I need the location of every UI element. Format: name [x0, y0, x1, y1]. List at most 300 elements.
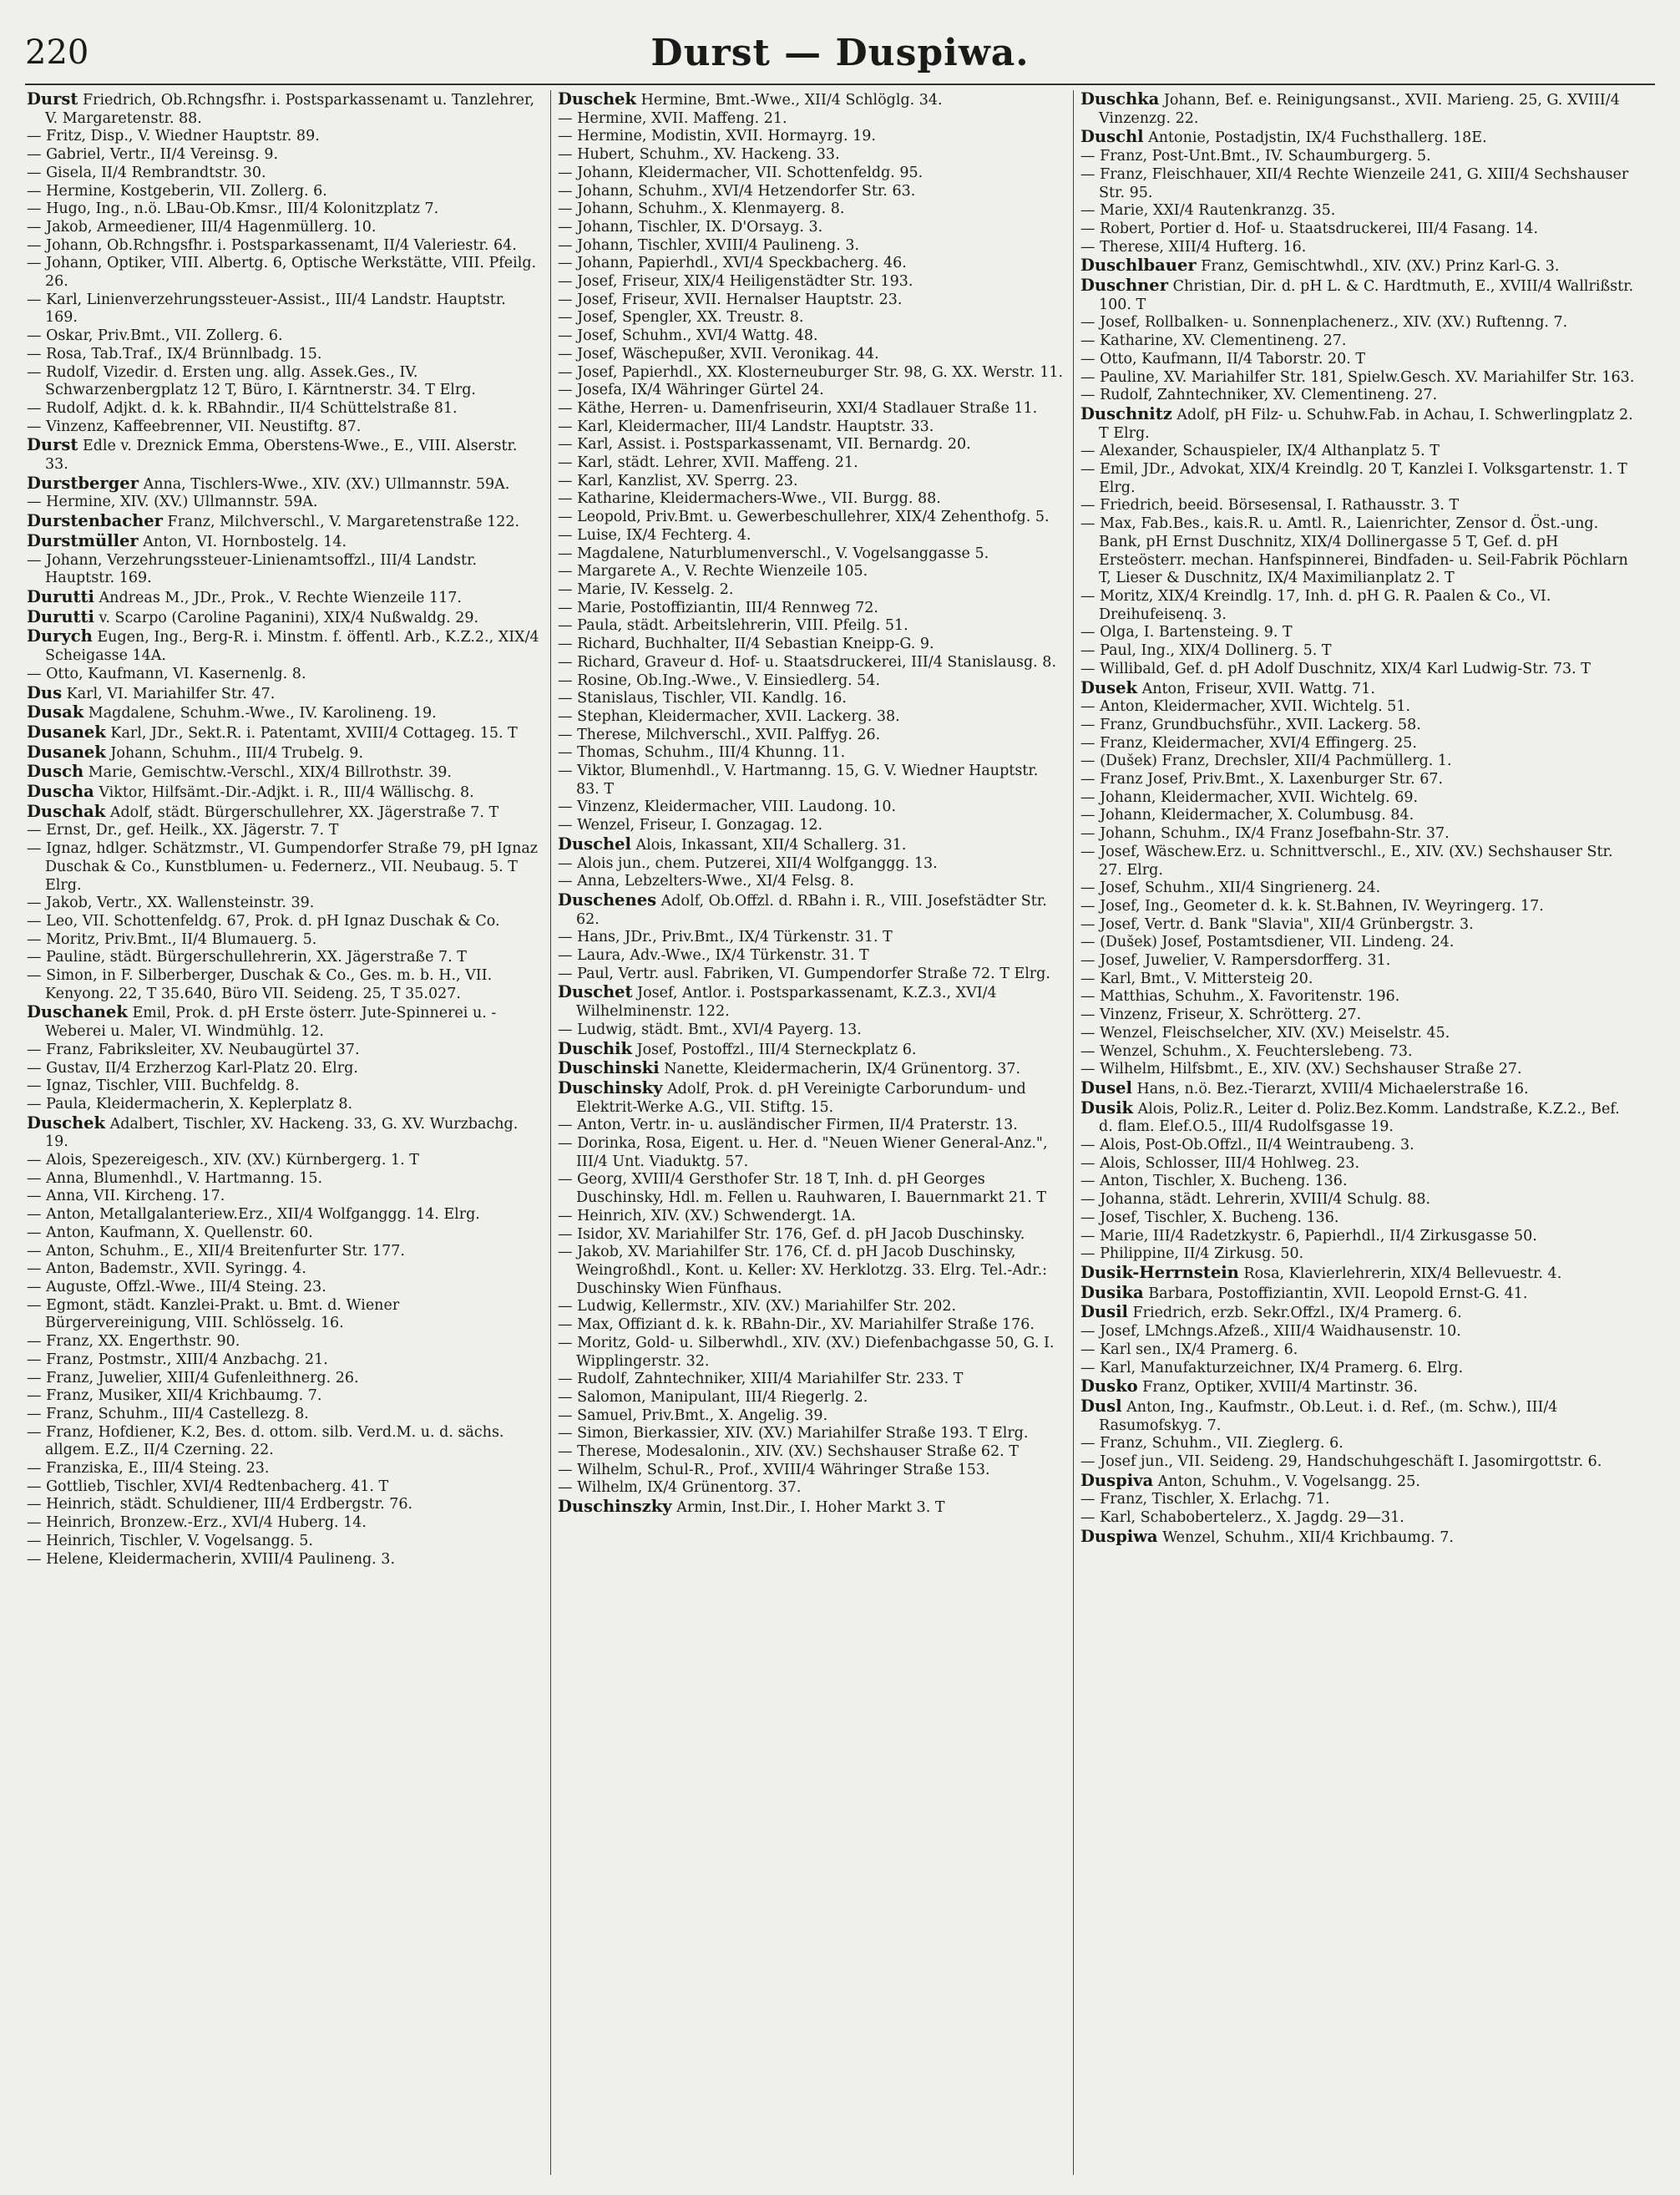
entry-text: Jakob, Armeediener, III/4 Hagenmüllerg. 10. — [46, 218, 377, 236]
entry-surname: Dusl — [1080, 1396, 1122, 1416]
directory-entry — [558, 418, 1065, 437]
entry-text: Katharine, Kleidermachers-Wwe., VII. Burgg. 88. — [577, 490, 941, 508]
directory-entry — [27, 913, 543, 931]
directory-entry — [558, 128, 1065, 146]
directory-entry — [558, 835, 1065, 855]
entry-text: Anna, VII. Kircheng. 17. — [46, 1188, 225, 1205]
directory-entry — [1080, 1528, 1637, 1548]
directory-entry — [1080, 1099, 1637, 1137]
directory-entry — [27, 552, 543, 588]
directory-entry — [27, 895, 543, 913]
entry-text: Josef, Schuhm., XVI/4 Wattg. 48. — [577, 327, 818, 345]
directory-entry — [558, 291, 1065, 310]
entry-surname: Dus — [27, 682, 63, 702]
directory-entry — [27, 1551, 543, 1569]
directory-entry — [27, 291, 543, 327]
entry-text: Josef, Vertr. d. Bank "Slavia", XII/4 Grünbergstr. 3. — [1100, 915, 1474, 933]
directory-entry — [558, 255, 1065, 273]
entry-text: Friedrich, beeid. Börsesensal, I. Rathausstr. 3. T — [1100, 497, 1460, 515]
entry-text: Karl, Linienverzehrungssteuer-Assist., III/4 Landstr. Hauptstr. 169. — [45, 291, 506, 327]
entry-text: Robert, Portier d. Hof- u. Staatsdruckerei, III/4 Fasang. 14. — [1100, 220, 1539, 237]
directory-entry — [558, 798, 1065, 817]
directory-entry — [558, 636, 1065, 654]
directory-entry — [1080, 789, 1637, 808]
entry-text: Magdalene, Schuhm.-Wwe., IV. Karolineng. 19. — [88, 705, 437, 722]
entry-surname: Duschek — [27, 1113, 106, 1133]
entry-text: Josef, Ing., Geometer d. k. k. St.Bahnen, IV. Weyringerg. 17. — [1100, 897, 1544, 915]
directory-entry — [27, 1114, 543, 1152]
entry-text: Edle v. Dreznick Emma, Oberstens-Wwe., E., VIII. Alserstr. 33. — [45, 438, 518, 474]
entry-text: Samuel, Priv.Bmt., X. Angelig. 39. — [577, 1407, 828, 1424]
directory-entry — [558, 1498, 1065, 1518]
entry-text: Fritz, Disp., V. Wiedner Hauptstr. 89. — [46, 128, 320, 145]
entry-text: Wenzel, Fleischselcher, XIV. (XV.) Meiselstr. 45. — [1100, 1024, 1450, 1042]
entry-text: Josef, LMchngs.Afzeß., XIII/4 Waidhausenstr. 10. — [1100, 1323, 1461, 1341]
directory-entry — [558, 1335, 1065, 1371]
directory-entry — [27, 200, 543, 219]
directory-entry — [1080, 844, 1637, 880]
entry-surname: Dusik-Herrnstein — [1080, 1263, 1239, 1282]
directory-entry — [27, 840, 543, 895]
directory-entry — [558, 581, 1065, 600]
directory-entry — [558, 1021, 1065, 1040]
directory-entry — [558, 654, 1065, 672]
entry-text: Franz, Milchverschl., V. Margaretenstraße 122. — [167, 514, 520, 531]
entry-text: Barbara, Postoffiziantin, XVII. Leopold Ernst-G. 41. — [1148, 1285, 1528, 1302]
entry-text: Simon, Bierkassier, XIV. (XV.) Mariahilfer Straße 193. T Elrg. — [577, 1425, 1029, 1442]
entry-text: Wilhelm, Schul-R., Prof., XVIII/4 Währinger Straße 153. — [577, 1461, 990, 1478]
directory-entry — [558, 873, 1065, 891]
entry-text: Dorinka, Rosa, Eigent. u. Her. d. "Neuen Wiener General-Anz.", III/4 Unt. Viaduktg. 57. — [576, 1135, 1048, 1170]
directory-entry — [27, 128, 543, 146]
directory-entry — [558, 1208, 1065, 1226]
entry-text: Rudolf, Zahntechniker, XIII/4 Mariahilfer Str. 233. T — [577, 1371, 964, 1388]
entry-surname: Duschinski — [558, 1058, 660, 1078]
directory-entry — [27, 684, 543, 704]
directory-entry — [1080, 771, 1637, 789]
entry-text: Josef, Juwelier, V. Rampersdorfferg. 31. — [1100, 952, 1391, 970]
entry-text: Thomas, Schuhm., III/4 Khunng. 11. — [577, 744, 846, 762]
entry-text: Helene, Kleidermacherin, XVIII/4 Paulineng. 3. — [46, 1550, 396, 1568]
entry-surname: Durst — [27, 90, 78, 109]
entry-surname: Duschak — [27, 801, 106, 821]
directory-entry — [1080, 1323, 1637, 1341]
directory-entry — [1080, 934, 1637, 952]
directory-entry — [558, 183, 1065, 201]
entry-surname: Dusko — [1080, 1376, 1138, 1397]
directory-entry — [27, 1206, 543, 1224]
entry-text: Ernst, Dr., gef. Heilk., XX. Jägerstr. 7. T — [46, 822, 339, 839]
entry-text: Johann, Bef. e. Reinigungsanst., XVII. Marieng. 25, G. XVIII/4 Vinzenzg. 22. — [1099, 92, 1620, 127]
directory-entry — [558, 400, 1065, 418]
directory-entry — [1080, 1435, 1637, 1453]
directory-entry — [27, 703, 543, 723]
entry-text: Marie, III/4 Radetzkystr. 6, Papierhdl., II/4 Zirkusgasse 50. — [1100, 1227, 1537, 1245]
entry-text: Paul, Ing., XIX/4 Dollinerg. 5. T — [1100, 642, 1332, 660]
entry-text: Olga, I. Bartensteing. 9. T — [1100, 624, 1293, 641]
entry-text: Johann, Schuhm., III/4 Trubelg. 9. — [110, 744, 364, 762]
directory-entry — [1080, 443, 1637, 461]
directory-entry — [558, 1425, 1065, 1443]
entry-text: Adalbert, Tischler, XV. Hackeng. 33, G. XV. Wurzbachg. 19. — [45, 1115, 519, 1151]
entry-text: Ignaz, Tischler, VIII. Buchfeldg. 8. — [46, 1077, 300, 1095]
directory-entry — [27, 1243, 543, 1261]
entry-text: Therese, XIII/4 Hufterg. 16. — [1100, 238, 1307, 256]
entry-text: Heinrich, Bronzew.-Erz., XVI/4 Huberg. 14. — [46, 1514, 367, 1532]
directory-entry — [1080, 588, 1637, 624]
entry-surname: Durutti — [27, 586, 94, 606]
entry-surname: Duschek — [558, 90, 637, 109]
entry-text: Rosine, Ob.Ing.-Wwe., V. Einsiedlerg. 54. — [577, 672, 881, 689]
entry-text: Alois, Spezereigesch., XIV. (XV.) Kürnbergerg. 1. T — [46, 1152, 419, 1169]
entry-text: Josef, Rollbalken- u. Sonnenplachenerz., XIV. (XV.) Ruftenng. 7. — [1100, 314, 1568, 332]
entry-text: Rosa, Tab.Traf., IX/4 Brünnlbadg. 15. — [46, 345, 322, 362]
entry-text: Auguste, Offzl.-Wwe., III/4 Steing. 23. — [46, 1279, 326, 1295]
entry-surname: Duschinszky — [558, 1497, 672, 1517]
directory-entry — [558, 891, 1065, 929]
entry-text: Paula, Kleidermacherin, X. Keplerplatz 8. — [46, 1095, 353, 1113]
entry-text: Oskar, Priv.Bmt., VII. Zollerg. 6. — [46, 327, 283, 345]
entry-text: Anton, Metallgalanteriew.Erz., XII/4 Wolfganggg. 14. Elrg. — [46, 1206, 480, 1224]
entry-text: Adolf, Ob.Offzl. d. RBahn i. R., VIII. Josefstädter Str. 62. — [576, 892, 1047, 928]
entry-text: Johann, Ob.Rchngsfhr. i. Postsparkassenamt, II/4 Valeriestr. 64. — [46, 236, 517, 254]
directory-entry — [1080, 1491, 1637, 1509]
entry-text: (Dušek) Josef, Postamtsdiener, VII. Lindeng. 24. — [1100, 934, 1455, 951]
directory-entry — [1080, 1509, 1637, 1528]
directory-entry — [558, 346, 1065, 364]
directory-entry — [558, 146, 1065, 165]
entry-text: Rudolf, Adjkt. d. k. k. RBahndir., II/4 Schüttelstraße 81. — [46, 399, 458, 417]
directory-entry — [27, 1188, 543, 1206]
directory-entry — [27, 1279, 543, 1297]
directory-entry — [558, 617, 1065, 636]
directory-entry — [27, 512, 543, 532]
entry-text: Anna, Blumenhdl., V. Hartmanng. 15. — [46, 1169, 323, 1187]
entry-text: Gottlieb, Tischler, XVI/4 Redtenbacherg. 41. T — [46, 1478, 389, 1495]
directory-entry — [558, 763, 1065, 798]
entry-text: Johann, Schuhm., X. Klenmayerg. 8. — [577, 200, 845, 218]
entry-text: Nanette, Kleidermacherin, IX/4 Grünentorg. 37. — [664, 1061, 1021, 1078]
entry-surname: Duschanek — [27, 1002, 128, 1022]
entry-text: Gustav, II/4 Erzherzog Karl-Platz 20. Elrg. — [46, 1059, 358, 1077]
entry-text: Isidor, XV. Mariahilfer Str. 176, Gef. d. pH Jacob Duschinsky. — [577, 1225, 1025, 1243]
directory-entry — [1080, 221, 1637, 239]
entry-text: Franz, Post-Unt.Bmt., IV. Schaumburgerg. 5. — [1100, 148, 1431, 165]
directory-entry — [558, 1443, 1065, 1462]
entry-text: Emil, Prok. d. pH Erste österr. Jute-Spinnerei u. -Weberei u. Maler, VI. Windmühlg. 12. — [45, 1005, 497, 1041]
directory-entry — [27, 1003, 543, 1041]
directory-entry — [1080, 1453, 1637, 1472]
entry-text: Magdalene, Naturblumenverschl., V. Vogelsanggasse 5. — [577, 545, 989, 562]
entry-text: Max, Fab.Bes., kais.R. u. Amtl. R., Laienrichter, Zensor d. Öst.-ung. Bank, pH Ernst Duschnitz, XIX/4 Dollinergasse 5 T, Gef. d. pH Ersteösterr. mechan. Hanfspinnerei, Bindfaden- u. Seil-Fabrik Pöchlarn T, Lieser & Duschnitz, IX/4 Maximilianplatz 2. T — [1099, 515, 1628, 587]
entry-text: Franz, Grundbuchsführ., XVII. Lackerg. 58. — [1100, 716, 1421, 733]
directory-entry — [27, 723, 543, 743]
directory-entry — [558, 1479, 1065, 1498]
directory-entry — [27, 1297, 543, 1333]
entry-text: Karl, VI. Mariahilfer Str. 47. — [66, 685, 276, 702]
directory-entry — [1080, 276, 1637, 314]
entry-surname: Duschnitz — [1080, 403, 1172, 423]
entry-text: Jakob, Vertr., XX. Wallensteinstr. 39. — [46, 895, 315, 912]
directory-entry — [27, 1351, 543, 1370]
entry-surname: Dusak — [27, 702, 84, 722]
directory-entry — [558, 454, 1065, 473]
entry-text: Viktor, Hilfsämt.-Dir.-Adjkt. i. R., III/4 Wällischg. 8. — [99, 784, 474, 802]
directory-entry — [1080, 1025, 1637, 1043]
entry-text: Heinrich, städt. Schuldiener, III/4 Erdbergstr. 76. — [46, 1496, 413, 1513]
entry-text: Franziska, E., III/4 Steing. 23. — [46, 1460, 270, 1478]
entry-text: Rudolf, Zahntechniker, XV. Clementineng. 27. — [1100, 387, 1438, 404]
entry-text: Wenzel, Schuhm., XII/4 Krichbaumg. 7. — [1162, 1528, 1454, 1546]
entry-text: Ludwig, Kellermstr., XIV. (XV.) Mariahilfer Str. 202. — [577, 1298, 957, 1315]
directory-entry — [558, 1316, 1065, 1335]
directory-entry — [27, 327, 543, 346]
entry-text: Josef jun., VII. Seideng. 29, Handschuhgeschäft I. Jasomirgottstr. 6. — [1100, 1453, 1602, 1471]
entry-text: Johann, Kleidermacher, X. Columbusg. 84. — [1100, 807, 1414, 824]
directory-entry — [27, 146, 543, 165]
directory-entry — [1080, 256, 1637, 276]
entry-text: Franz, Optiker, XVIII/4 Martinstr. 36. — [1142, 1379, 1418, 1397]
directory-entry — [558, 237, 1065, 256]
entry-text: Stanislaus, Tischler, VII. Kandlg. 16. — [577, 690, 847, 707]
directory-entry — [558, 600, 1065, 618]
entry-text: Marie, Postoffiziantin, III/4 Rennweg 72. — [577, 599, 878, 616]
entry-text: Georg, XVIII/4 Gersthofer Str. 18 T, Inh. d. pH Georges Duschinsky, Hdl. m. Fellen u. Rauhwaren, I. Bauernmarkt 21. T — [576, 1171, 1047, 1207]
entry-text: Antonie, Postadjstin, IX/4 Fuchsthallerg. 18E. — [1148, 129, 1487, 147]
directory-entry — [558, 490, 1065, 509]
directory-entry — [1080, 1360, 1637, 1378]
entry-text: Alois jun., chem. Putzerei, XII/4 Wolfganggg. 13. — [577, 854, 938, 872]
entry-surname: Durstmüller — [27, 530, 139, 550]
directory-entry — [27, 1152, 543, 1170]
directory-entry — [558, 1462, 1065, 1480]
directory-entry — [558, 545, 1065, 564]
directory-entry — [1080, 1341, 1637, 1360]
entry-text: Karl, JDr., Sekt.R. i. Patentamt, XVIII/4 Cottageg. 15. T — [110, 724, 518, 742]
directory-entry — [558, 727, 1065, 745]
entry-surname: Durst — [27, 435, 78, 455]
directory-entry — [1080, 314, 1637, 332]
directory-entry — [558, 817, 1065, 835]
entry-text: Hermine, Kostgeberin, VII. Zollerg. 6. — [46, 182, 327, 200]
directory-entry — [27, 1533, 543, 1551]
entry-text: Franz Josef, Priv.Bmt., X. Laxenburger Str. 67. — [1100, 771, 1444, 788]
entry-surname: Duschel — [558, 834, 631, 854]
entry-text: Moritz, Gold- u. Silberwhdl., XIV. (XV.) Diefenbachgasse 50, G. I. Wipplingerstr. 32. — [576, 1334, 1055, 1370]
entry-text: Johann, Schuhm., XVI/4 Hetzendorfer Str. 63. — [577, 182, 916, 200]
entry-text: Moritz, XIX/4 Kreindlg. 17, Inh. d. pH G. R. Paalen & Co., VI. Dreihufeisenq. 3. — [1099, 587, 1551, 623]
column-divider — [1073, 90, 1074, 2175]
entry-text: Rosa, Klavierlehrerin, XIX/4 Bellevuestr. 4. — [1243, 1265, 1562, 1282]
entry-text: Johann, Kleidermacher, VII. Schottenfeldg. 95. — [577, 164, 923, 181]
entry-text: Wenzel, Schuhm., X. Feuchterslebeng. 73. — [1100, 1042, 1413, 1060]
entry-text: Josef, Wäschepußer, XVII. Veronikag. 44. — [577, 345, 879, 362]
entry-surname: Duschenes — [558, 890, 657, 910]
entry-text: Moritz, Priv.Bmt., II/4 Blumauerg. 5. — [46, 930, 317, 948]
entry-text: Josef, Tischler, X. Bucheng. 136. — [1100, 1209, 1339, 1226]
directory-entry — [558, 1117, 1065, 1135]
entry-text: Laura, Adv.-Wwe., IX/4 Türkenstr. 31. T — [577, 947, 869, 965]
entry-text: Karl, Schabobertelerz., X. Jagdg. 29—31. — [1100, 1509, 1404, 1527]
entry-text: Marie, IV. Kesselg. 2. — [577, 580, 734, 598]
entry-text: Armin, Inst.Dir., I. Hoher Markt 3. T — [676, 1499, 945, 1517]
entry-text: (Dušek) Franz, Drechsler, XII/4 Pachmüllerg. 1. — [1100, 753, 1452, 770]
directory-entry — [1080, 128, 1637, 148]
directory-entry — [1080, 988, 1637, 1006]
entry-text: Anton, Vertr. in- u. ausländischer Firmen, II/4 Praterstr. 13. — [577, 1117, 1018, 1134]
entry-text: Josef, Postoffzl., III/4 Sterneckplatz 6. — [636, 1041, 917, 1058]
directory-entry — [1080, 1397, 1637, 1435]
directory-entry — [27, 1170, 543, 1189]
directory-entry — [1080, 1303, 1637, 1323]
entry-text: Therese, Milchverschl., XVII. Palffyg. 26. — [577, 726, 881, 743]
directory-entry — [27, 364, 543, 400]
entry-surname: Durych — [27, 626, 93, 646]
entry-text: Johann, Verzehrungssteuer-Linienamtsoffzl., III/4 Landstr. Hauptstr. 169. — [45, 551, 478, 587]
directory-entry — [558, 1171, 1065, 1207]
directory-entry — [1080, 1228, 1637, 1246]
directory-entry — [27, 1077, 543, 1096]
entry-text: Karl, Bmt., V. Mittersteig 20. — [1100, 970, 1313, 987]
entry-text: Josef, Spengler, XX. Treustr. 8. — [577, 309, 804, 327]
directory-entry — [1080, 1472, 1637, 1492]
directory-entry — [1080, 1191, 1637, 1209]
directory-entry — [27, 474, 543, 494]
entry-text: Johann, Kleidermacher, XVII. Wichtelg. 69. — [1100, 788, 1419, 806]
directory-entry — [558, 436, 1065, 454]
directory-entry — [27, 1406, 543, 1424]
entry-text: Franz, Hofdiener, K.2, Bes. d. ottom. silb. Verd.M. u. d. sächs. allgem. E.Z., II/4 Czerning. 22. — [45, 1423, 504, 1459]
entry-text: Max, Offiziant d. k. k. RBahn-Dir., XV. Mariahilfer Straße 176. — [577, 1316, 1035, 1334]
entry-text: Josef, Wäschew.Erz. u. Schnittverschl., E., XIV. (XV.) Sechshauser Str. 27. Elrg. — [1099, 843, 1613, 879]
entry-surname: Dusika — [1080, 1282, 1144, 1302]
directory-entry — [1080, 661, 1637, 679]
directory-entry — [1080, 735, 1637, 753]
directory-entry — [558, 309, 1065, 327]
directory-entry — [1080, 753, 1637, 771]
directory-entry — [558, 966, 1065, 984]
entry-text: Marie, XXI/4 Rautenkranzg. 35. — [1100, 202, 1336, 220]
entry-surname: Dusil — [1080, 1302, 1128, 1322]
directory-entry — [558, 744, 1065, 763]
directory-entry — [558, 1389, 1065, 1407]
directory-entry — [1080, 148, 1637, 166]
entry-text: Franz, Fleischhauer, XII/4 Rechte Wienzeile 241, G. XIII/4 Sechshauser Str. 95. — [1099, 165, 1629, 201]
entry-text: Friedrich, Ob.Rchngsfhr. i. Postsparkassenamt u. Tanzlehrer, V. Margaretenstr. 88. — [45, 92, 535, 127]
directory-entry — [558, 382, 1065, 400]
entry-text: Alois, Schlosser, III/4 Hohlweg. 23. — [1100, 1154, 1360, 1172]
entry-text: Anton, Schuhm., E., XII/4 Breitenfurter Str. 177. — [46, 1242, 405, 1260]
entry-text: Adolf, pH Filz- u. Schuhw.Fab. in Achau, I. Schwerlingplatz 2. T Elrg. — [1099, 406, 1633, 442]
column-divider — [550, 90, 551, 2175]
entry-text: Richard, Graveur d. Hof- u. Staatsdruckerei, III/4 Stanislausg. 8. — [577, 653, 1057, 671]
directory-entry — [558, 947, 1065, 966]
entry-text: Karl, Assist. i. Postsparkassenamt, VII. Bernardg. 20. — [577, 436, 971, 454]
directory-entry — [1080, 387, 1637, 405]
directory-entry — [1080, 1173, 1637, 1191]
directory-entry — [1080, 1079, 1637, 1099]
directory-entry — [27, 1478, 543, 1497]
entry-text: Otto, Kaufmann, VI. Kasernenlg. 8. — [46, 665, 306, 682]
directory-entry — [27, 608, 543, 628]
entry-text: Emil, JDr., Advokat, XIX/4 Kreindlg. 20 T, Kanzlei I. Volksgartenstr. 1. T Elrg. — [1099, 461, 1627, 496]
entry-text: Anton, Tischler, X. Bucheng. 136. — [1100, 1173, 1348, 1190]
entry-text: Salomon, Manipulant, III/4 Riegerlg. 2. — [577, 1388, 868, 1406]
entry-text: Viktor, Blumenhdl., V. Hartmanng. 15, G. V. Wiedner Hauptstr. 83. T — [576, 763, 1039, 798]
directory-entry — [1080, 1245, 1637, 1264]
directory-entry — [558, 1407, 1065, 1426]
entry-text: Simon, in F. Silberberger, Duschak & Co., Ges. m. b. H., VII. Kenyong. 22, T 35.640, Büro VII. Seideng. 25, T 35.027. — [45, 967, 493, 1002]
directory-entry — [27, 400, 543, 418]
directory-entry — [1080, 239, 1637, 257]
directory-entry — [27, 418, 543, 437]
entry-text: Karl, Kanzlist, XV. Sperrg. 23. — [577, 472, 798, 489]
directory-entry — [27, 1260, 543, 1279]
directory-entry — [558, 708, 1065, 727]
entry-text: Josef, Papierhdl., XX. Klosterneuburger Str. 98, G. XX. Werstr. 11. — [577, 363, 1064, 381]
entry-surname: Duschet — [558, 982, 633, 1002]
directory-entry — [1080, 332, 1637, 351]
entry-text: Alois, Inkassant, XII/4 Schallerg. 31. — [635, 836, 907, 854]
directory-entry — [27, 743, 543, 763]
entry-text: Anton, VI. Hornbostelg. 14. — [143, 533, 347, 550]
entry-text: Philippine, II/4 Zirkusg. 50. — [1100, 1245, 1304, 1263]
directory-entry — [1080, 351, 1637, 369]
entry-text: Franz, Schuhm., III/4 Castellezg. 8. — [46, 1405, 309, 1422]
entry-text: Leo, VII. Schottenfeldg. 67, Prok. d. pH Ignaz Duschak & Co. — [46, 912, 500, 930]
column-2 — [558, 90, 1065, 2178]
entry-text: Johanna, städt. Lehrerin, XVIII/4 Schulg. 88. — [1100, 1191, 1431, 1209]
entry-text: Hans, JDr., Priv.Bmt., IX/4 Türkenstr. 31. T — [577, 929, 893, 946]
entry-text: Friedrich, erzb. Sekr.Offzl., IX/4 Pramerg. 6. — [1132, 1305, 1462, 1322]
directory-entry — [1080, 916, 1637, 935]
entry-text: Leopold, Priv.Bmt. u. Gewerbeschullehrer, XIX/4 Zehenthofg. 5. — [577, 509, 1050, 526]
header-rule — [25, 84, 1655, 85]
entry-surname: Dusanek — [27, 722, 106, 742]
directory-entry — [558, 1226, 1065, 1245]
entry-text: Franz, Tischler, X. Erlachg. 71. — [1100, 1491, 1330, 1508]
entry-text: Karl, städt. Lehrer, XVII. Maffeng. 21. — [577, 454, 858, 472]
entry-text: Franz, Kleidermacher, XVI/4 Effingerg. 25. — [1100, 734, 1417, 752]
entry-text: Rudolf, Vizedir. d. Ersten ung. allg. Assek.Ges., IV. Schwarzenbergplatz 12 T, Büro, I. Kärntnerstr. 34. T Elrg. — [45, 363, 476, 399]
directory-entry — [27, 1370, 543, 1388]
entry-text: Josef, Schuhm., XII/4 Singrienerg. 24. — [1100, 880, 1381, 897]
directory-entry — [558, 219, 1065, 237]
entry-text: Johann, Optiker, VIII. Albertg. 6, Optische Werkstätte, VIII. Pfeilg. 26. — [45, 255, 537, 291]
entry-text: Hugo, Ing., n.ö. LBau-Ob.Kmsr., III/4 Kolonitzplatz 7. — [46, 200, 439, 218]
directory-entry — [27, 949, 543, 967]
directory-entry — [27, 967, 543, 1003]
directory-entry — [27, 1424, 543, 1460]
directory-entry — [1080, 825, 1637, 844]
directory-entry — [27, 183, 543, 201]
entry-surname: Duscha — [27, 782, 94, 802]
entry-text: Franz, Fabriksleiter, XV. Neubaugürtel 37. — [46, 1041, 360, 1058]
entry-surname: Dusanek — [27, 742, 106, 762]
directory-entry — [1080, 1209, 1637, 1228]
entry-text: Hans, n.ö. Bez.-Tierarzt, XVIII/4 Michaelerstraße 16. — [1136, 1080, 1529, 1098]
entry-text: Anna, Tischlers-Wwe., XIV. (XV.) Ullmannstr. 59A. — [143, 475, 510, 493]
entry-text: Hubert, Schuhm., XV. Hackeng. 33. — [577, 146, 840, 164]
entry-text: Franz, Gemischtwhdl., XIV. (XV.) Prinz Karl-G. 3. — [1201, 258, 1560, 276]
directory-entry — [1080, 1284, 1637, 1304]
entry-text: Ignaz, hdlger. Schätzmstr., VI. Gumpendorfer Straße 79, pH Ignaz Duschak & Co., Kunstblumen- u. Federnerz., VII. Neubaug. 5. T Elrg. — [45, 840, 539, 894]
entry-text: Adolf, städt. Bürgerschullehrer, XX. Jägerstraße 7. T — [109, 803, 499, 821]
entry-text: Anton, Ing., Kaufmstr., Ob.Leut. i. d. Ref., (m. Schw.), III/4 Rasumofskyg. 7. — [1099, 1398, 1558, 1434]
directory-entry — [27, 494, 543, 512]
directory-entry — [558, 1079, 1065, 1117]
directory-entry — [558, 527, 1065, 545]
